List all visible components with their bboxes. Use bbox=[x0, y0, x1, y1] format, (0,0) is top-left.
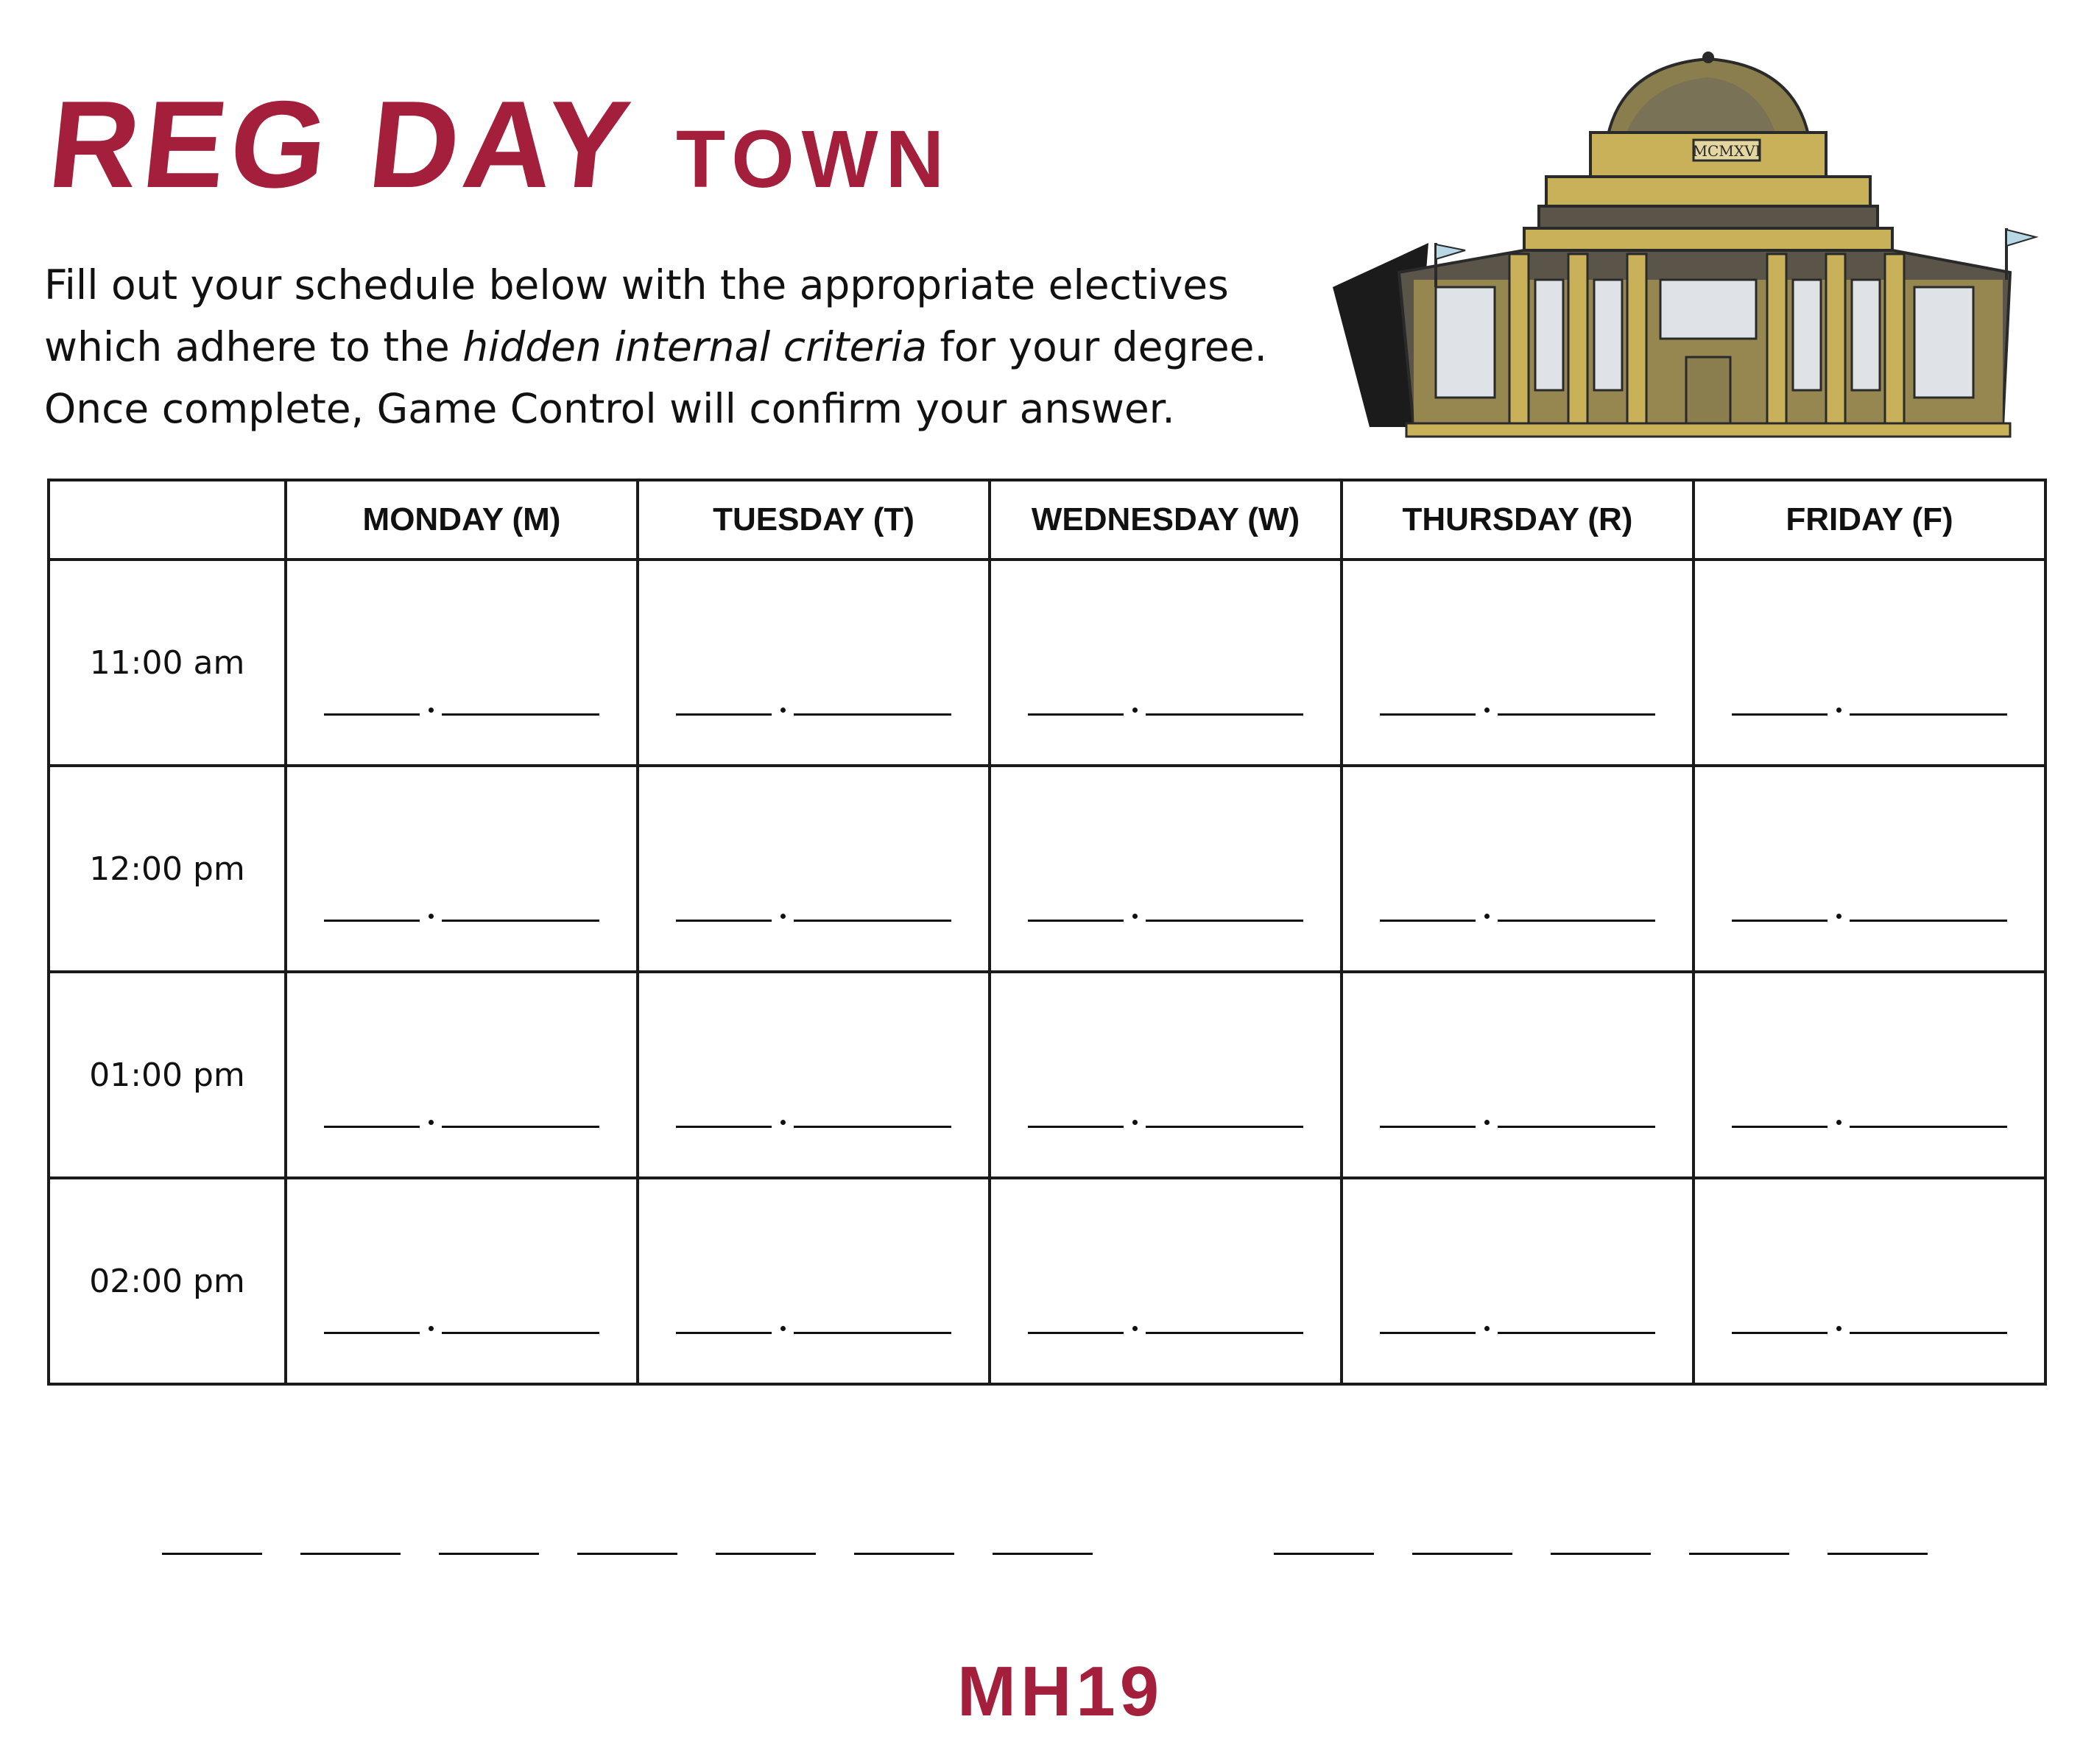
answer-letter-blank[interactable] bbox=[439, 1541, 539, 1555]
course-slot[interactable] bbox=[286, 766, 638, 972]
course-slot[interactable] bbox=[638, 766, 990, 972]
course-number-blank[interactable] bbox=[324, 892, 599, 922]
course-slot[interactable] bbox=[990, 560, 1342, 766]
day-header-thursday: THURSDAY (R) bbox=[1342, 480, 1694, 560]
course-slot[interactable] bbox=[1342, 1178, 1694, 1384]
course-slot[interactable] bbox=[1694, 1178, 2045, 1384]
answer-letter-blank[interactable] bbox=[993, 1541, 1093, 1555]
answer-letter-blank[interactable] bbox=[1689, 1541, 1789, 1555]
course-number-blank[interactable] bbox=[676, 892, 951, 922]
building-inscription: MCMXVI bbox=[1692, 142, 1761, 160]
course-number-blank[interactable] bbox=[1380, 892, 1655, 922]
course-number-blank[interactable] bbox=[676, 1098, 951, 1128]
answer-letter-blank[interactable] bbox=[162, 1541, 262, 1555]
course-number-blank[interactable] bbox=[1028, 1305, 1303, 1334]
course-slot[interactable] bbox=[638, 560, 990, 766]
course-number-blank[interactable] bbox=[1732, 892, 2007, 922]
course-slot[interactable] bbox=[1342, 972, 1694, 1178]
final-answer-blanks[interactable] bbox=[162, 1541, 1929, 1556]
instructions bbox=[44, 254, 1340, 440]
instructions-line-2 bbox=[44, 316, 1340, 378]
answer-letter-blank[interactable] bbox=[577, 1541, 677, 1555]
answer-letter-blank[interactable] bbox=[1551, 1541, 1651, 1555]
day-header-monday: MONDAY (M) bbox=[286, 480, 638, 560]
time-label: 01:00 pm bbox=[49, 972, 286, 1178]
course-number-blank[interactable] bbox=[676, 686, 951, 716]
day-header-wednesday: WEDNESDAY (W) bbox=[990, 480, 1342, 560]
answer-letter-blank[interactable] bbox=[716, 1541, 816, 1555]
course-number-blank[interactable] bbox=[1732, 1305, 2007, 1334]
time-label: 12:00 pm bbox=[49, 766, 286, 972]
course-slot[interactable] bbox=[1342, 560, 1694, 766]
day-header-tuesday: TUESDAY (T) bbox=[638, 480, 990, 560]
time-label: 02:00 pm bbox=[49, 1178, 286, 1384]
course-number-blank[interactable] bbox=[1380, 686, 1655, 716]
domed-building-illustration bbox=[1325, 44, 2047, 442]
answer-letter-blank[interactable] bbox=[1412, 1541, 1512, 1555]
hidden-criteria-emphasis: hidden internal criteria bbox=[462, 323, 927, 370]
logo-main-text: REG DAY bbox=[43, 75, 641, 214]
answer-letter-blank[interactable] bbox=[854, 1541, 954, 1555]
course-number-blank[interactable] bbox=[1028, 686, 1303, 716]
course-slot[interactable] bbox=[638, 1178, 990, 1384]
course-number-blank[interactable] bbox=[676, 1305, 951, 1334]
course-number-blank[interactable] bbox=[1028, 1098, 1303, 1128]
course-slot[interactable] bbox=[1342, 766, 1694, 972]
logo-sub-text: TOWN bbox=[676, 114, 952, 205]
course-slot[interactable] bbox=[286, 1178, 638, 1384]
time-label: 11:00 am bbox=[49, 560, 286, 766]
instructions-line-3: Once complete, Game Control will confirm your answer. bbox=[44, 385, 1175, 432]
course-number-blank[interactable] bbox=[1380, 1305, 1655, 1334]
course-number-blank[interactable] bbox=[1028, 892, 1303, 922]
schedule-header-row bbox=[49, 480, 2045, 560]
course-slot[interactable] bbox=[1694, 560, 2045, 766]
course-slot[interactable] bbox=[638, 972, 990, 1178]
corner-cell bbox=[49, 480, 286, 560]
time-row-1100 bbox=[49, 560, 2045, 766]
instructions-line-2-start: which adhere to the bbox=[44, 323, 463, 370]
course-number-blank[interactable] bbox=[1732, 686, 2007, 716]
time-row-0100 bbox=[49, 972, 2045, 1178]
course-number-blank[interactable] bbox=[324, 1098, 599, 1128]
day-header-friday: FRIDAY (F) bbox=[1694, 480, 2045, 560]
mh19-logo: MH19 bbox=[957, 1652, 1164, 1731]
time-row-0200 bbox=[49, 1178, 2045, 1384]
answer-letter-blank[interactable] bbox=[1828, 1541, 1928, 1555]
course-number-blank[interactable] bbox=[1732, 1098, 2007, 1128]
course-slot[interactable] bbox=[990, 766, 1342, 972]
schedule-table bbox=[47, 479, 2047, 1386]
course-slot[interactable] bbox=[990, 972, 1342, 1178]
course-slot[interactable] bbox=[286, 972, 638, 1178]
course-slot[interactable] bbox=[1694, 972, 2045, 1178]
answer-letter-blank[interactable] bbox=[1274, 1541, 1374, 1555]
reg-day-town-logo bbox=[43, 75, 952, 214]
course-slot[interactable] bbox=[1694, 766, 2045, 972]
instructions-line-1: Fill out your schedule below with the appropriate electives bbox=[44, 261, 1229, 308]
answer-letter-blank[interactable] bbox=[300, 1541, 401, 1555]
course-slot[interactable] bbox=[990, 1178, 1342, 1384]
course-number-blank[interactable] bbox=[324, 686, 599, 716]
course-number-blank[interactable] bbox=[1380, 1098, 1655, 1128]
course-number-blank[interactable] bbox=[324, 1305, 599, 1334]
time-row-1200 bbox=[49, 766, 2045, 972]
instructions-line-2-end: for your degree. bbox=[926, 323, 1267, 370]
course-slot[interactable] bbox=[286, 560, 638, 766]
